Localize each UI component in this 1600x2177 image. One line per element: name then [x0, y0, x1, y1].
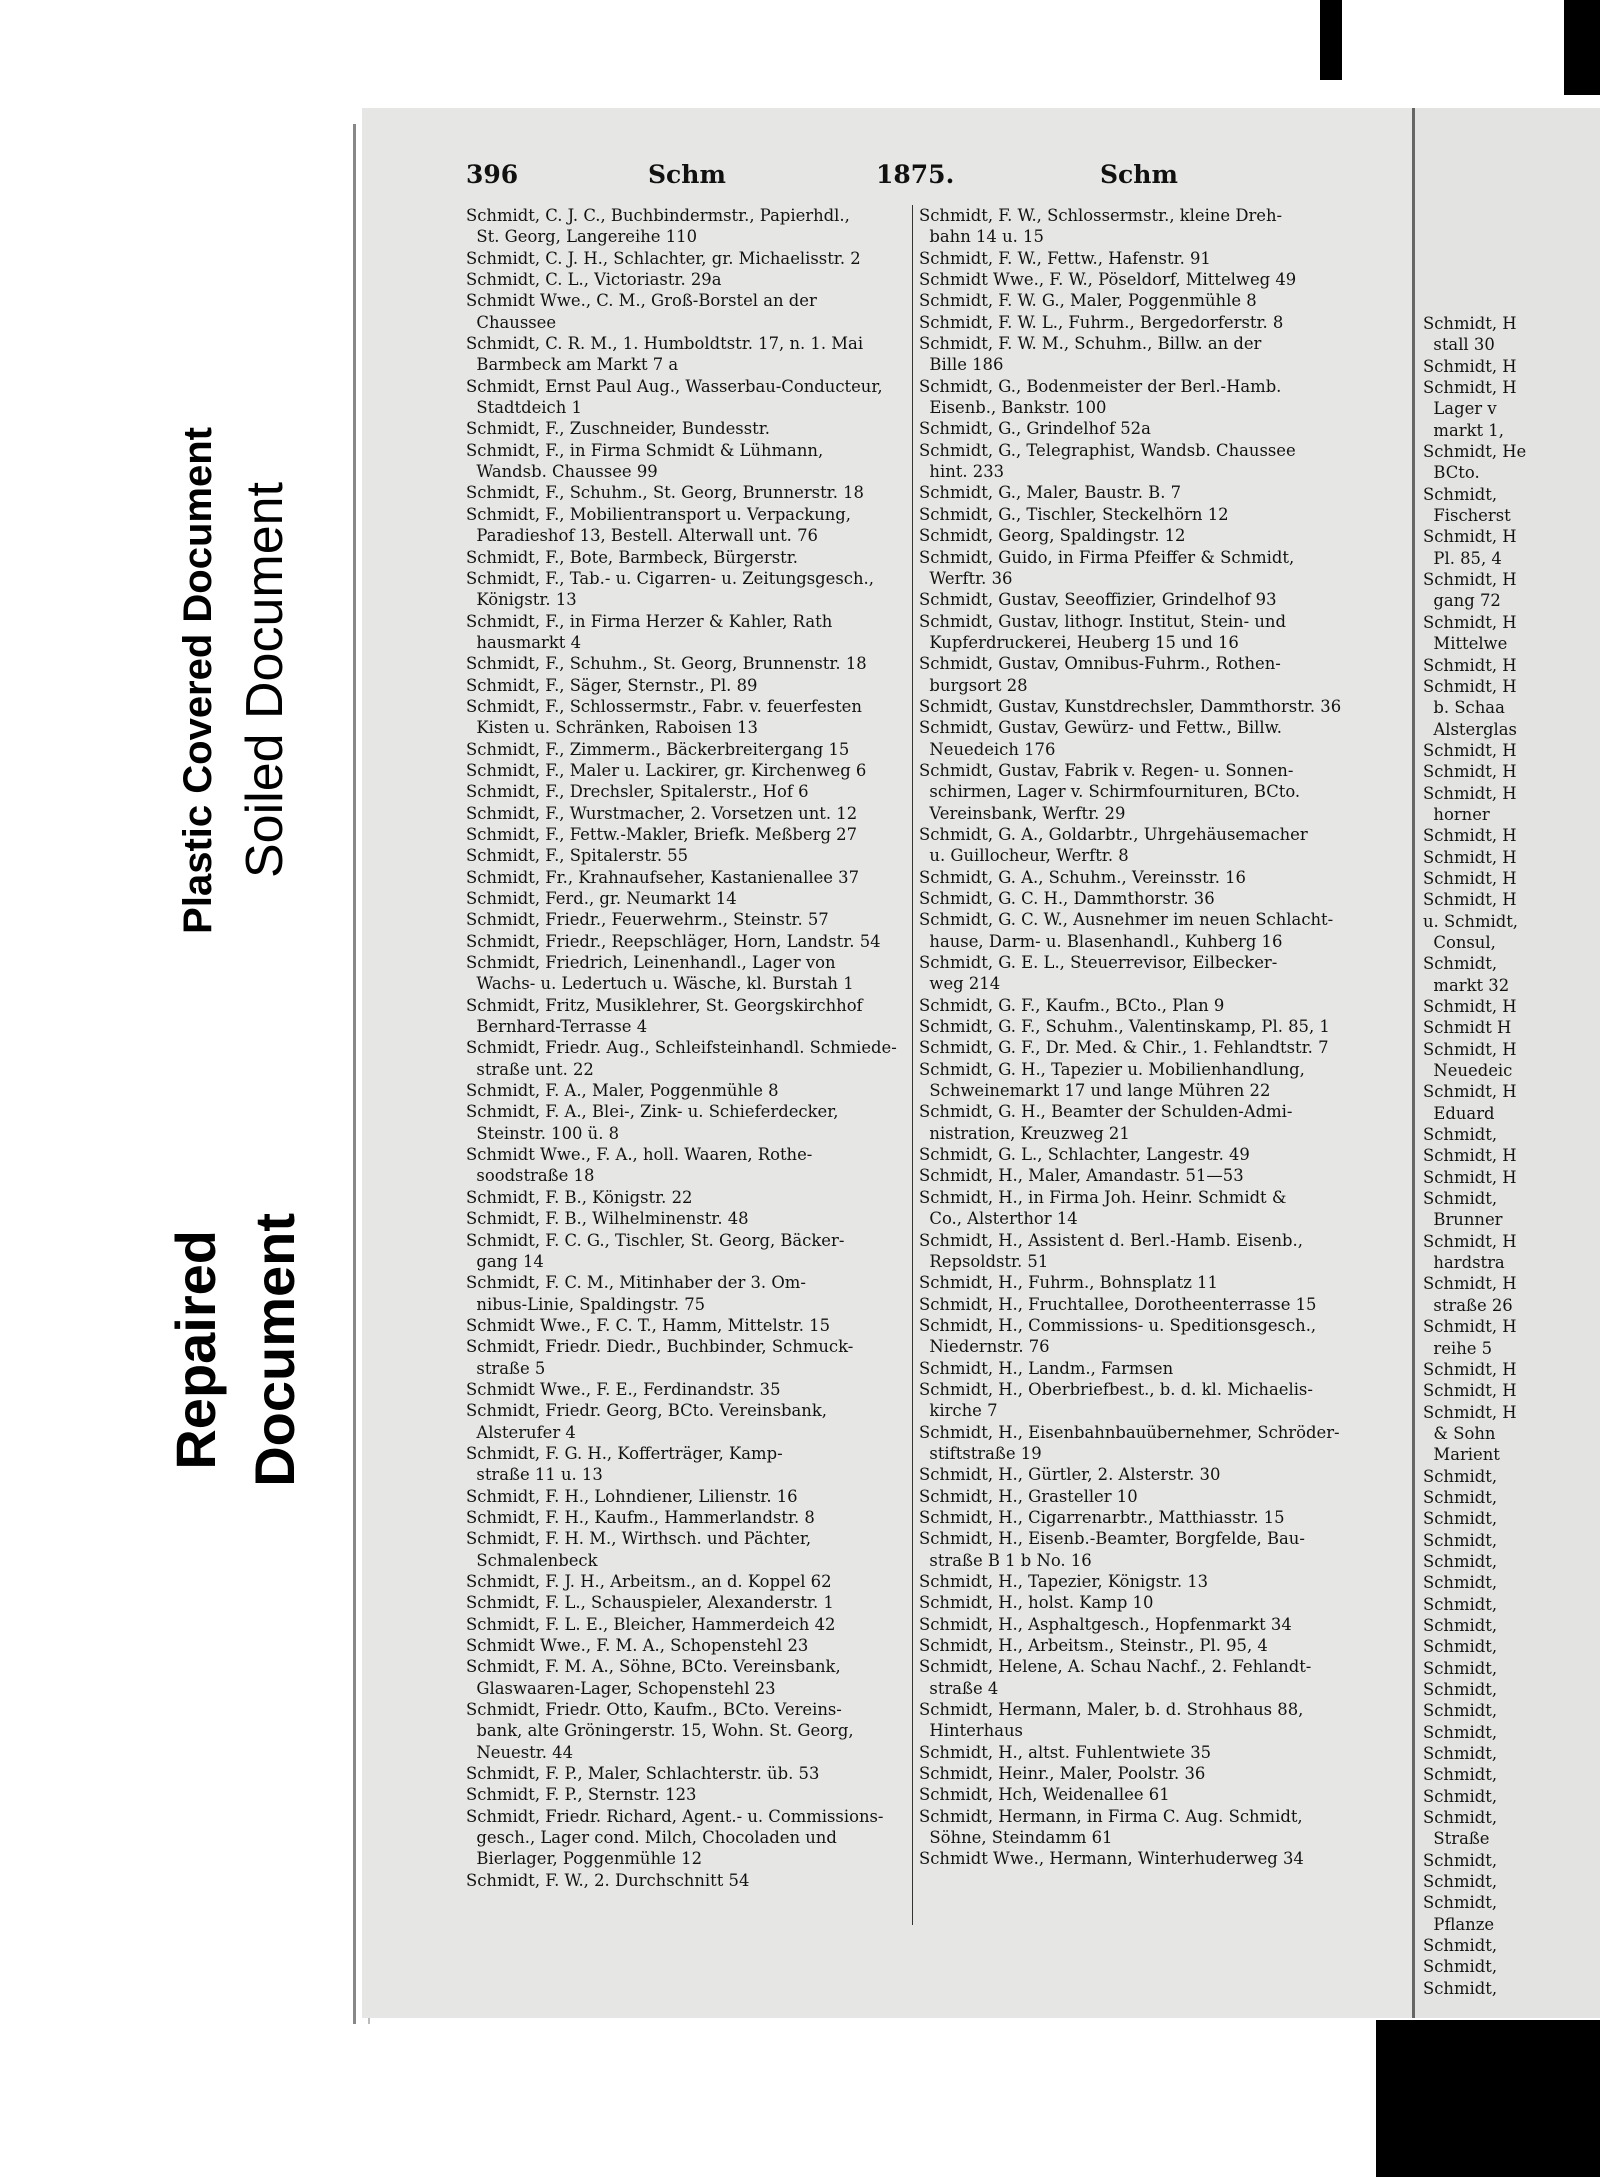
entry-line: Schmidt, H., Eisenbahnbauübernehmer, Schröder- — [919, 1422, 1340, 1442]
entry-line: Schmidt, G. A., Schuhm., Vereinsstr. 16 — [919, 867, 1246, 887]
entry-line: Schmidt, G. F., Dr. Med. & Chir., 1. Fehlandtstr. 7 — [919, 1038, 1329, 1058]
page-number: 396 — [466, 160, 519, 189]
entry-line: Repsoldstr. 51 — [919, 1251, 1049, 1271]
column-divider — [912, 205, 913, 1925]
entry-line: Schmidt, F., Spitalerstr. 55 — [466, 846, 689, 866]
entry-line: Schmidt, — [1423, 1551, 1498, 1571]
entry-line: Schmidt, F., Mobilientransport u. Verpackung, — [466, 504, 852, 524]
entry-line: Schmidt, Hermann, in Firma C. Aug. Schmidt, — [919, 1806, 1303, 1826]
entry-line: Schmidt, F. M. A., Söhne, BCto. Vereinsbank, — [466, 1657, 841, 1677]
entry-line: horner — [1423, 804, 1490, 824]
entry-line: Schmidt Wwe., C. M., Groß-Borstel an der — [466, 291, 817, 311]
entry-line: Schmidt, F. H., Kaufm., Hammerlandstr. 8 — [466, 1507, 815, 1527]
entry-line: Schmidt, H., Eisenb.-Beamter, Borgfelde, Bau- — [919, 1529, 1305, 1549]
repaired-tab — [150, 1150, 320, 1550]
scan-edge-bottom — [1376, 2020, 1600, 2177]
running-head-left: Schm — [648, 160, 726, 189]
entry-line: bahn 14 u. 15 — [919, 227, 1044, 247]
entry-line: straße B 1 b No. 16 — [919, 1550, 1092, 1570]
entry-line: Schmidt, F., Fettw.-Makler, Briefk. Meßberg 27 — [466, 824, 858, 844]
entry-line: Schmidt, — [1423, 1893, 1498, 1913]
entry-line: Pflanze — [1423, 1914, 1495, 1934]
entry-line: Schmidt, H — [1423, 1381, 1517, 1401]
entry-line: Schmidt, H — [1423, 356, 1517, 376]
entry-line: Schmidt, — [1423, 1125, 1498, 1145]
entry-line: Bille 186 — [919, 355, 1004, 375]
entry-line: Schmidt, — [1423, 1573, 1498, 1593]
entry-line: Schmidt, F., Schlossermstr., Fabr. v. feuerfesten — [466, 696, 862, 716]
entry-line: u. Schmidt, — [1423, 911, 1519, 931]
entry-line: Eisenb., Bankstr. 100 — [919, 398, 1107, 418]
entry-line: Schmidt, G., Telegraphist, Wandsb. Chaussee — [919, 440, 1296, 460]
entry-line: Bernhard-Terrasse 4 — [466, 1017, 648, 1037]
entry-line: Schmidt, — [1423, 1189, 1498, 1209]
entry-line: Schmidt, F. H. M., Wirthsch. und Pächter, — [466, 1529, 812, 1549]
entry-line: Schmidt, H — [1423, 378, 1517, 398]
entry-line: soodstraße 18 — [466, 1166, 595, 1186]
entry-line: Schmidt, G. F., Schuhm., Valentinskamp, Pl. 85, 1 — [919, 1017, 1330, 1037]
entry-line: Schmidt, Ernst Paul Aug., Wasserbau-Conducteur, — [466, 376, 883, 396]
entry-line: Schmidt, Friedr. Otto, Kaufm., BCto. Vereins- — [466, 1700, 842, 1720]
entry-line: Schmidt, H — [1423, 740, 1517, 760]
entry-line: straße 26 — [1423, 1295, 1513, 1315]
entry-line: BCto. — [1423, 463, 1480, 483]
entry-line: Hinterhaus — [919, 1721, 1023, 1741]
entry-line: Schmidt, Friedr. Richard, Agent.- u. Commissions- — [466, 1806, 884, 1826]
entry-line: Schmidt, — [1423, 1722, 1498, 1742]
entry-line: & Sohn — [1423, 1423, 1496, 1443]
entry-line: Schmidt, H — [1423, 1317, 1517, 1337]
running-head-right: Schm — [1100, 160, 1178, 189]
entry-line: Schmidt, F., in Firma Herzer & Kahler, Rath — [466, 611, 833, 631]
entry-line: Stadtdeich 1 — [466, 398, 582, 418]
entry-line: Eduard — [1423, 1103, 1495, 1123]
entry-line: Schmidt, H — [1423, 1402, 1517, 1422]
entry-line: Schmidt, — [1423, 1680, 1498, 1699]
entry-line: Schmidt, Heinr., Maler, Poolstr. 36 — [919, 1764, 1206, 1784]
entry-line: Schmidt, G. E. L., Steuerrevisor, Eilbecker- — [919, 953, 1278, 973]
entry-line: Schmidt, F. B., Wilhelminenstr. 48 — [466, 1209, 749, 1229]
entry-line: Schmidt, Friedr., Feuerwehrm., Steinstr. 57 — [466, 910, 829, 930]
entry-line: Schmidt, Gustav, Kunstdrechsler, Dammthorstr. 36 — [919, 696, 1342, 716]
entry-line: Schmidt, — [1423, 1615, 1498, 1635]
entry-line: Schmidt, — [1423, 1530, 1498, 1550]
entry-line: Barmbeck am Markt 7 a — [466, 355, 679, 375]
entry-line: Schmidt, H., in Firma Joh. Heinr. Schmidt & — [919, 1187, 1287, 1207]
entry-line: Schmidt, H — [1423, 527, 1517, 547]
facing-column — [1423, 313, 1600, 1999]
entry-line: markt 1, — [1423, 420, 1504, 440]
entry-line: Schmidt, H — [1423, 783, 1517, 803]
entry-line: Bierlager, Poggenmühle 12 — [466, 1849, 703, 1869]
entry-line: Schmidt, F. W. L., Fuhrm., Bergedorferstr. 8 — [919, 312, 1284, 332]
entry-line: stall 30 — [1423, 335, 1495, 355]
entry-line: Schmidt, H., Assistent d. Berl.-Hamb. Eisenb., — [919, 1230, 1303, 1250]
plastic-soiled-tab — [150, 380, 320, 980]
entry-line: Schmidt, G., Tischler, Steckelhörn 12 — [919, 504, 1229, 524]
entry-line: Schmidt, F. W., 2. Durchschnitt 54 — [466, 1870, 750, 1890]
entry-line: Mittelwe — [1423, 634, 1508, 654]
entry-line: Schmidt, — [1423, 1808, 1498, 1828]
entry-line: Schmidt, F. C. M., Mitinhaber der 3. Om- — [466, 1273, 806, 1293]
entry-line: Schmidt, Friedr. Georg, BCto. Vereinsbank, — [466, 1401, 827, 1421]
entry-line: Schmidt, F., Schuhm., St. Georg, Brunnenstr. 18 — [466, 654, 867, 674]
entry-line: Niedernstr. 76 — [919, 1337, 1050, 1357]
entry-line: Schmidt, H., Oberbriefbest., b. d. kl. Michaelis- — [919, 1379, 1313, 1399]
entry-line: Schmidt Wwe., F. C. T., Hamm, Mittelstr. 15 — [466, 1315, 831, 1335]
entry-line: Schmidt, F. J. H., Arbeitsm., an d. Koppel 62 — [466, 1572, 832, 1591]
entry-line: Schmidt, H., Tapezier, Königstr. 13 — [919, 1572, 1209, 1591]
tab-label-plastic: Plastic Covered Document — [175, 426, 220, 934]
entry-line: Schmidt, H., Asphaltgesch., Hopfenmarkt 34 — [919, 1614, 1292, 1634]
entry-line: Schmidt, C. J. C., Buchbindermstr., Papierhdl., — [466, 206, 850, 225]
entry-line: Steinstr. 100 ü. 8 — [466, 1123, 620, 1143]
entry-line: Schmidt, H., Gürtler, 2. Alsterstr. 30 — [919, 1465, 1221, 1485]
entry-line: Schmidt, H — [1423, 1146, 1517, 1166]
entry-line: Schmidt, — [1423, 1466, 1498, 1486]
entry-line: straße unt. 22 — [466, 1059, 594, 1079]
entry-line: Schmidt, H — [1423, 868, 1517, 888]
entry-line: Schmidt, F. A., Blei-, Zink- u. Schieferdecker, — [466, 1102, 839, 1122]
entry-line: Wachs- u. Ledertuch u. Wäsche, kl. Burstah 1 — [466, 974, 854, 994]
column-left — [466, 205, 911, 1891]
entry-line: markt 32 — [1423, 975, 1510, 995]
entry-line: gesch., Lager cond. Milch, Chocoladen und — [466, 1828, 837, 1848]
entry-line: Schmidt, Hermann, Maler, b. d. Strohhaus 88, — [919, 1700, 1304, 1720]
entry-line: St. Georg, Langereihe 110 — [466, 227, 697, 247]
entry-line: Schmidt, G. C. H., Dammthorstr. 36 — [919, 889, 1215, 908]
entry-line: hausmarkt 4 — [466, 632, 582, 652]
entry-line: Schmidt, G., Grindelhof 52a — [919, 419, 1151, 439]
entry-line: Alsterglas — [1423, 719, 1517, 739]
entry-line: gang 72 — [1423, 591, 1501, 611]
entry-line: Schmidt, F., in Firma Schmidt & Lühmann, — [466, 440, 824, 460]
entry-line: Schmidt, G., Bodenmeister der Berl.-Hamb. — [919, 376, 1282, 396]
entry-line: Lager v — [1423, 399, 1497, 419]
entry-line: Straße — [1423, 1829, 1490, 1849]
entry-line: Königstr. 13 — [466, 590, 577, 610]
entry-line: Schweinemarkt 17 und lange Mühren 22 — [919, 1081, 1271, 1101]
entry-line: Schmidt, C. R. M., 1. Humboldtstr. 17, n. 1. Mai — [466, 334, 864, 354]
entry-line: Schmidt, G., Maler, Baustr. B. 7 — [919, 483, 1182, 503]
entry-line: Schmidt, F. L., Schauspieler, Alexanderstr. 1 — [466, 1593, 834, 1613]
entry-line: Chaussee — [466, 312, 557, 332]
entry-line: Marient — [1423, 1445, 1500, 1465]
entry-line: Schmidt, F. G. H., Kofferträger, Kamp- — [466, 1443, 783, 1463]
entry-line: Schmidt, F., Schuhm., St. Georg, Brunnerstr. 18 — [466, 483, 864, 503]
entry-line: Schmidt, — [1423, 1744, 1498, 1764]
entry-line: b. Schaa — [1423, 698, 1505, 718]
entry-line: Schmidt, F., Drechsler, Spitalerstr., Hof 6 — [466, 782, 809, 802]
entry-line: Schmalenbeck — [466, 1550, 598, 1570]
entry-line: straße 5 — [466, 1358, 546, 1378]
entry-line: Schmidt, He — [1423, 442, 1527, 462]
entry-line: Schmidt, H — [1423, 314, 1517, 333]
column-middle — [919, 205, 1367, 1870]
entry-line: Schmidt Wwe., F. A., holl. Waaren, Rothe- — [466, 1145, 813, 1165]
entry-line: Schmidt, — [1423, 1509, 1498, 1529]
entry-line: Schmidt, Hch, Weidenallee 61 — [919, 1785, 1170, 1805]
entry-line: Schmidt, Gustav, Fabrik v. Regen- u. Sonnen- — [919, 760, 1294, 780]
entry-line: Schmidt, G. H., Beamter der Schulden-Admi- — [919, 1102, 1293, 1122]
entry-line: straße 4 — [919, 1678, 999, 1698]
entry-line: Schmidt, H., Fuhrm., Bohnsplatz 11 — [919, 1273, 1218, 1293]
entry-line: reihe 5 — [1423, 1338, 1493, 1358]
entry-line: Schmidt, C. J. H., Schlachter, gr. Michaelisstr. 2 — [466, 248, 861, 268]
entry-line: Schmidt, H — [1423, 1359, 1517, 1379]
entry-line: Schmidt, F., Zimmerm., Bäckerbreitergang 15 — [466, 739, 850, 759]
entry-line: Schmidt, Gustav, Gewürz- und Fettw., Billw. — [919, 718, 1282, 738]
entry-line: hause, Darm- u. Blasenhandl., Kuhberg 16 — [919, 931, 1283, 951]
entry-line: Schmidt, F. W. M., Schuhm., Billw. an der — [919, 334, 1262, 354]
entry-line: Schmidt, H — [1423, 676, 1517, 696]
entry-line: Schmidt, H., Cigarrenarbtr., Matthiasstr. 15 — [919, 1507, 1285, 1527]
entry-line: Neuedeic — [1423, 1061, 1513, 1081]
entry-line: Schmidt, G. A., Goldarbtr., Uhrgehäusemacher — [919, 824, 1308, 844]
entry-line: Schmidt, H — [1423, 997, 1517, 1016]
entry-line: Schmidt, H., Grasteller 10 — [919, 1486, 1138, 1506]
entry-line: Schmidt, Gustav, lithogr. Institut, Stein- und — [919, 611, 1286, 631]
entry-line: Schmidt, H — [1423, 1039, 1517, 1059]
entry-line: Schmidt, F. B., Königstr. 22 — [466, 1187, 693, 1207]
entry-line: Brunner — [1423, 1210, 1503, 1230]
entry-line: hint. 233 — [919, 462, 1005, 482]
entry-line: Schmidt, H., Arbeitsm., Steinstr., Pl. 95, 4 — [919, 1636, 1268, 1656]
entry-line: burgsort 28 — [919, 675, 1028, 695]
entry-line: Schmidt Wwe., Hermann, Winterhuderweg 34 — [919, 1849, 1304, 1869]
entry-line: Schmidt, F., Zuschneider, Bundesstr. — [466, 419, 770, 439]
entry-line: Schmidt, H., Commissions- u. Speditionsgesch., — [919, 1315, 1317, 1335]
entry-line: Werftr. 36 — [919, 568, 1013, 588]
entry-line: Schmidt, — [1423, 1957, 1498, 1977]
entry-line: Glaswaaren-Lager, Schopenstehl 23 — [466, 1678, 776, 1698]
entry-line: Schmidt, Helene, A. Schau Nachf., 2. Fehlandt- — [919, 1657, 1312, 1677]
entry-line: Schmidt, H — [1423, 570, 1517, 590]
entry-line: Schmidt, — [1423, 1594, 1498, 1614]
entry-line: Schmidt, — [1423, 484, 1498, 504]
entry-line: Schmidt, H — [1423, 826, 1517, 846]
entry-line: straße 11 u. 13 — [466, 1465, 603, 1485]
entry-line: Schmidt, H., Landm., Farmsen — [919, 1358, 1174, 1378]
entry-line: Schmidt, — [1423, 1872, 1498, 1892]
entry-line: Schmidt, Gustav, Seeoffizier, Grindelhof 93 — [919, 590, 1277, 610]
entry-line: Schmidt, H — [1423, 890, 1517, 910]
entry-line: Schmidt Wwe., F. W., Pöseldorf, Mittelweg 49 — [919, 270, 1297, 290]
entry-line: Schmidt, F., Säger, Sternstr., Pl. 89 — [466, 675, 758, 695]
entry-line: Schmidt, — [1423, 1936, 1498, 1956]
entry-line: Schmidt, F., Bote, Barmbeck, Bürgerstr. — [466, 547, 798, 567]
entry-line: bank, alte Gröningerstr. 15, Wohn. St. Georg, — [466, 1721, 854, 1741]
entry-line: Neuedeich 176 — [919, 739, 1056, 759]
entry-line: Kupferdruckerei, Heuberg 15 und 16 — [919, 632, 1239, 652]
entry-line: Neuestr. 44 — [466, 1742, 574, 1762]
entry-line: Schmidt, Gustav, Omnibus-Fuhrm., Rothen- — [919, 654, 1281, 674]
entry-line: Pl. 85, 4 — [1423, 548, 1502, 568]
entry-line: Schmidt, H., Maler, Amandastr. 51—53 — [919, 1166, 1244, 1186]
entry-line: Consul, — [1423, 932, 1496, 952]
entry-line: Schmidt, — [1423, 954, 1498, 974]
entry-line: Schmidt, Friedr. Diedr., Buchbinder, Schmuck- — [466, 1337, 854, 1357]
entry-line: Schmidt, Fr., Krahnaufseher, Kastanienallee 37 — [466, 867, 860, 887]
entry-line: Schmidt, F. W. G., Maler, Poggenmühle 8 — [919, 291, 1257, 311]
entry-line: Schmidt, F. W., Schlossermstr., kleine Dreh- — [919, 206, 1283, 225]
entry-line: Schmidt, — [1423, 1765, 1498, 1785]
entry-line: Schmidt, F. W., Fettw., Hafenstr. 91 — [919, 248, 1211, 268]
entry-line: Schmidt, C. L., Victoriastr. 29a — [466, 270, 722, 290]
entry-line: Schmidt, H — [1423, 847, 1517, 867]
entry-line: Schmidt, F. C. G., Tischler, St. Georg, Bäcker- — [466, 1230, 845, 1250]
entry-line: Schmidt, — [1423, 1637, 1498, 1657]
entry-line: Schmidt, — [1423, 1701, 1498, 1721]
tab-label-soiled: Soiled Document — [235, 482, 294, 878]
entry-line: kirche 7 — [919, 1401, 998, 1421]
entry-line: Vereinsbank, Werftr. 29 — [919, 803, 1126, 823]
entry-line: Schmidt, Friedr., Reepschläger, Horn, Landstr. 54 — [466, 931, 881, 951]
entry-line: Schmidt, Ferd., gr. Neumarkt 14 — [466, 889, 737, 908]
entry-line: weg 214 — [919, 974, 1001, 994]
entry-line: Schmidt, H., altst. Fuhlentwiete 35 — [919, 1742, 1212, 1762]
facing-page — [1412, 108, 1600, 2018]
entry-line: Schmidt, H — [1423, 612, 1517, 632]
entry-line: Schmidt, — [1423, 1786, 1498, 1806]
entry-line: schirmen, Lager v. Schirmfournituren, BCto. — [919, 782, 1301, 802]
tab-label-document: Document — [243, 1213, 306, 1487]
entry-line: stiftstraße 19 — [919, 1443, 1042, 1463]
entry-line: Schmidt, F. P., Maler, Schlachterstr. üb. 53 — [466, 1764, 820, 1784]
entry-line: hardstra — [1423, 1253, 1505, 1273]
scan-edge-top-right — [1564, 0, 1600, 95]
entry-line: Schmidt, Guido, in Firma Pfeiffer & Schmidt, — [919, 547, 1295, 567]
entry-line: Alsterufer 4 — [466, 1422, 576, 1442]
entry-line: Schmidt, — [1423, 1978, 1498, 1998]
entry-line: nistration, Kreuzweg 21 — [919, 1123, 1130, 1143]
entry-line: Schmidt, — [1423, 1850, 1498, 1870]
entry-line: Fischerst — [1423, 506, 1511, 526]
entry-line: Schmidt, H., Fruchtallee, Dorotheenterrasse 15 — [919, 1294, 1317, 1314]
entry-line: Paradieshof 13, Bestell. Alterwall unt. 76 — [466, 526, 818, 546]
entry-line: Schmidt, F. L. E., Bleicher, Hammerdeich 42 — [466, 1614, 836, 1634]
entry-line: Schmidt, G. L., Schlachter, Langestr. 49 — [919, 1145, 1250, 1165]
entry-line: Schmidt, H — [1423, 1167, 1517, 1187]
entry-line: Schmidt, G. F., Kaufm., BCto., Plan 9 — [919, 995, 1225, 1015]
entry-line: Schmidt, F., Tab.- u. Cigarren- u. Zeitungsgesch., — [466, 568, 874, 588]
scan-edge-top — [1320, 0, 1342, 80]
entry-line: nibus-Linie, Spaldingstr. 75 — [466, 1294, 706, 1314]
year-heading: 1875. — [876, 160, 955, 189]
entry-line: Schmidt, — [1423, 1658, 1498, 1678]
entry-line: Co., Alsterthor 14 — [919, 1209, 1078, 1229]
entry-line: Schmidt, H., holst. Kamp 10 — [919, 1593, 1154, 1613]
entry-line: Schmidt, Friedrich, Leinenhandl., Lager von — [466, 953, 836, 973]
entry-line: Söhne, Steindamm 61 — [919, 1828, 1113, 1848]
entry-line: Schmidt, F. H., Lohndiener, Lilienstr. 16 — [466, 1486, 798, 1506]
entry-line: Schmidt, H — [1423, 1231, 1517, 1251]
entry-line: Schmidt, F., Maler u. Lackirer, gr. Kirchenweg 6 — [466, 760, 867, 780]
tab-label-repaired: Repaired — [164, 1230, 227, 1470]
entry-line: Schmidt, Friedr. Aug., Schleifsteinhandl. Schmiede- — [466, 1038, 897, 1058]
entry-line: Schmidt H — [1423, 1018, 1512, 1038]
entry-line: Schmidt, H — [1423, 1082, 1517, 1102]
entry-line: Schmidt, — [1423, 1487, 1498, 1507]
entry-line: Schmidt, H — [1423, 762, 1517, 782]
entry-line: Schmidt, H — [1423, 655, 1517, 675]
entry-line: Schmidt, F. P., Sternstr. 123 — [466, 1785, 697, 1805]
entry-line: Schmidt, G. C. W., Ausnehmer im neuen Schlacht- — [919, 910, 1334, 930]
entry-line: Schmidt, G. H., Tapezier u. Mobilienhandlung, — [919, 1059, 1305, 1079]
entry-line: gang 14 — [466, 1251, 544, 1271]
entry-line: Schmidt, H — [1423, 1274, 1517, 1294]
entry-line: Schmidt, F., Wurstmacher, 2. Vorsetzen unt. 12 — [466, 803, 858, 823]
entry-line: Schmidt, Georg, Spaldingstr. 12 — [919, 526, 1186, 546]
entry-line: Schmidt Wwe., F. E., Ferdinandstr. 35 — [466, 1379, 781, 1399]
entry-line: Schmidt, F. A., Maler, Poggenmühle 8 — [466, 1081, 779, 1101]
entry-line: Schmidt Wwe., F. M. A., Schopenstehl 23 — [466, 1636, 809, 1656]
entry-line: u. Guillocheur, Werftr. 8 — [919, 846, 1129, 866]
entry-line: Schmidt, Fritz, Musiklehrer, St. Georgskirchhof — [466, 995, 863, 1015]
entry-line: Kisten u. Schränken, Raboisen 13 — [466, 718, 758, 738]
entry-line: Wandsb. Chaussee 99 — [466, 462, 658, 482]
